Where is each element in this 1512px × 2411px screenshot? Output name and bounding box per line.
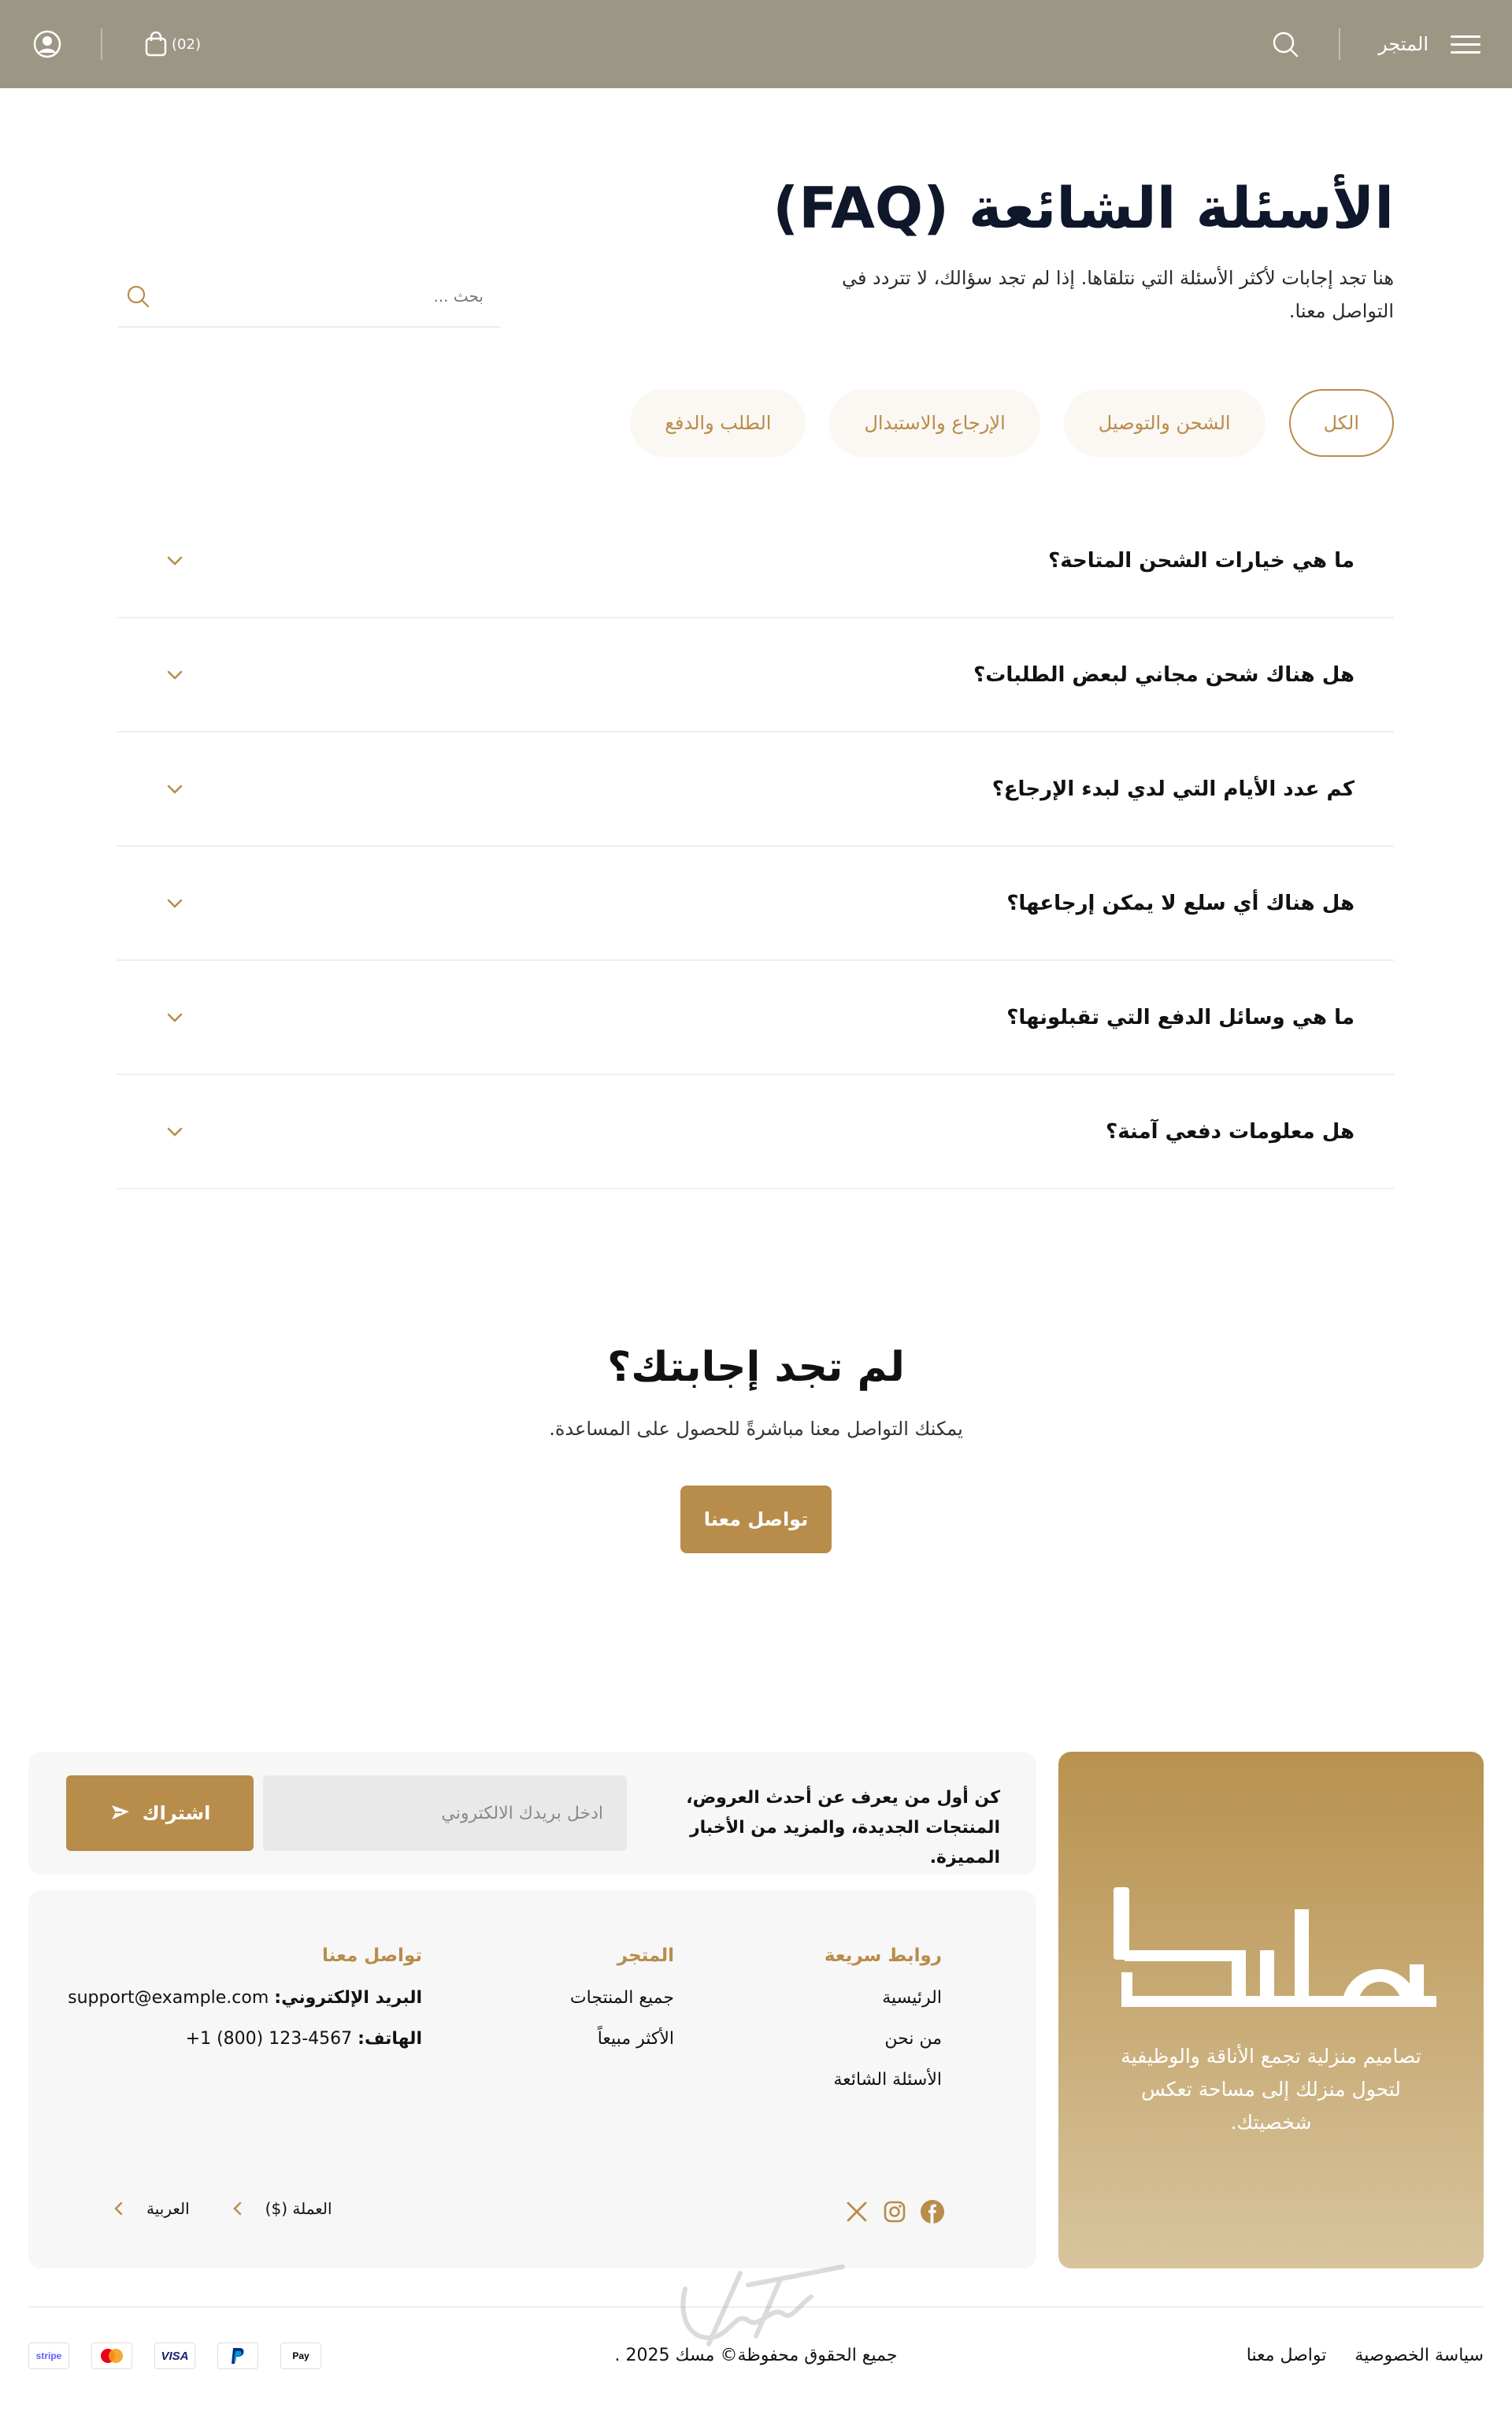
shopping-bag-icon[interactable] — [140, 28, 172, 60]
header-divider — [1339, 28, 1340, 60]
faq-category-tabs — [630, 389, 1394, 457]
cta-subtitle: يمكنك التواصل معنا مباشرةً للحصول على المساعدة. — [549, 1418, 963, 1440]
footer-email[interactable] — [68, 1988, 422, 2008]
footer-link-home[interactable]: الرئيسية — [882, 1988, 942, 2008]
user-account-icon[interactable] — [32, 28, 63, 60]
faq-item[interactable] — [117, 618, 1394, 733]
email-value: support@example.com — [68, 1988, 269, 2008]
chevron-down-icon[interactable] — [164, 664, 186, 686]
chevron-left-icon — [232, 2201, 242, 2216]
tab-orders-payment[interactable]: الطلب والدفع — [630, 389, 806, 457]
search-icon[interactable] — [118, 284, 158, 308]
footer-column-title: روابط سريعة — [824, 1945, 942, 1966]
chevron-down-icon[interactable] — [164, 1007, 186, 1029]
language-label: العربية — [146, 2199, 190, 2218]
chevron-down-icon[interactable] — [164, 892, 186, 914]
header-left-group — [32, 28, 212, 60]
email-label: البريد الإلكتروني: — [274, 1988, 422, 2008]
currency-label: العملة ($) — [265, 2199, 332, 2218]
footer-link-faq[interactable]: الأسئلة الشائعة — [833, 2070, 942, 2090]
faq-question: هل هناك أي سلع لا يمكن إرجاعها؟ — [1006, 891, 1354, 915]
page-title: الأسئلة الشائعة (FAQ) — [773, 175, 1394, 241]
footer-column-title: المتجر — [617, 1945, 674, 1966]
cart-count: (02) — [172, 35, 201, 53]
watermark-signature — [662, 2257, 850, 2360]
x-twitter-icon[interactable] — [844, 2199, 869, 2224]
copyright-text: جميع الحقوق محفوظة© مسك 2025 . — [614, 2346, 898, 2365]
footer-column-title: تواصل معنا — [322, 1945, 422, 1966]
footer-link-about[interactable]: من نحن — [884, 2029, 942, 2049]
footer-contact — [68, 1945, 422, 2070]
search-icon[interactable] — [1269, 28, 1301, 60]
faq-search — [118, 266, 501, 328]
send-icon — [109, 1802, 132, 1824]
footer-quick-links — [825, 1945, 942, 2111]
brand-logo[interactable] — [1106, 1878, 1436, 2020]
faq-item[interactable] — [117, 847, 1394, 961]
newsletter-card — [28, 1752, 1036, 1875]
site-header — [0, 0, 1512, 88]
header-right-group — [1269, 28, 1480, 60]
phone-label: الهاتف: — [358, 2029, 422, 2049]
faq-search-input[interactable] — [158, 273, 501, 320]
faq-question: هل هناك شحن مجاني لبعض الطلبات؟ — [973, 662, 1354, 687]
facebook-icon[interactable] — [920, 2199, 945, 2224]
cta-title: لم تجد إجابتك؟ — [607, 1344, 905, 1391]
store-link[interactable]: المتجر — [1378, 33, 1429, 55]
footer-link-all-products[interactable]: جميع المنتجات — [569, 1988, 674, 2008]
chevron-left-icon — [113, 2201, 123, 2216]
faq-item[interactable] — [117, 1075, 1394, 1189]
page-description: هنا تجد إجابات لأكثر الأسئلة التي نتلقاها. إذا لم تجد سؤالك، لا تتردد في التواصل معنا. — [841, 267, 1394, 322]
faq-item[interactable] — [117, 733, 1394, 847]
visa-icon: VISA — [154, 2342, 195, 2369]
chevron-down-icon[interactable] — [164, 550, 186, 572]
footer-store-links — [570, 1945, 674, 2070]
phone-value: +1 (800) 123-4567 — [185, 2029, 353, 2049]
subscribe-button-label: اشتراك — [142, 1802, 211, 1824]
faq-question: ما هي وسائل الدفع التي تقبلونها؟ — [1006, 1005, 1354, 1029]
footer-link-bestsellers[interactable]: الأكثر مبيعاً — [597, 2029, 674, 2049]
faq-question: هل معلومات دفعي آمنة؟ — [1106, 1119, 1354, 1144]
newsletter-email-input[interactable] — [263, 1775, 627, 1851]
language-selector[interactable] — [113, 2199, 190, 2218]
apple-pay-icon: Pay — [280, 2342, 321, 2369]
faq-item[interactable] — [117, 504, 1394, 618]
social-links — [844, 2199, 945, 2224]
contact-link[interactable]: تواصل معنا — [1246, 2346, 1327, 2365]
header-divider — [101, 28, 102, 60]
newsletter-text: كن أول من يعرف عن أحدث العروض، المنتجات الجديدة، والمزيد من الأخبار المميزة. — [686, 1788, 1000, 1868]
locale-selectors — [113, 2199, 332, 2218]
subscribe-button[interactable] — [66, 1775, 254, 1851]
faq-item[interactable] — [117, 961, 1394, 1075]
instagram-icon[interactable] — [882, 2199, 907, 2224]
chevron-down-icon[interactable] — [164, 1121, 186, 1143]
contact-us-button[interactable]: تواصل معنا — [680, 1486, 832, 1553]
footer-phone[interactable] — [68, 2029, 422, 2049]
mastercard-icon — [91, 2342, 132, 2369]
faq-question: ما هي خيارات الشحن المتاحة؟ — [1048, 548, 1354, 573]
paypal-icon — [217, 2342, 258, 2369]
brand-tagline: تصاميم منزلية تجمع الأناقة والوظيفية لتحول منزلك إلى مساحة تعكس شخصيتك. — [1121, 2045, 1421, 2134]
chevron-down-icon[interactable] — [164, 778, 186, 800]
tab-all[interactable]: الكل — [1289, 389, 1394, 457]
hamburger-menu-icon[interactable] — [1449, 28, 1480, 60]
faq-list — [117, 504, 1394, 1189]
tab-shipping[interactable]: الشحن والتوصيل — [1064, 389, 1266, 457]
tab-returns[interactable]: الإرجاع والاستبدال — [829, 389, 1040, 457]
faq-question: كم عدد الأيام التي لدي لبدء الإرجاع؟ — [991, 777, 1354, 801]
privacy-policy-link[interactable]: سياسة الخصوصية — [1354, 2346, 1484, 2365]
stripe-icon: stripe — [28, 2342, 69, 2369]
currency-selector[interactable] — [232, 2199, 332, 2218]
footer-brand-card — [1058, 1752, 1484, 2268]
payment-methods — [28, 2342, 321, 2369]
